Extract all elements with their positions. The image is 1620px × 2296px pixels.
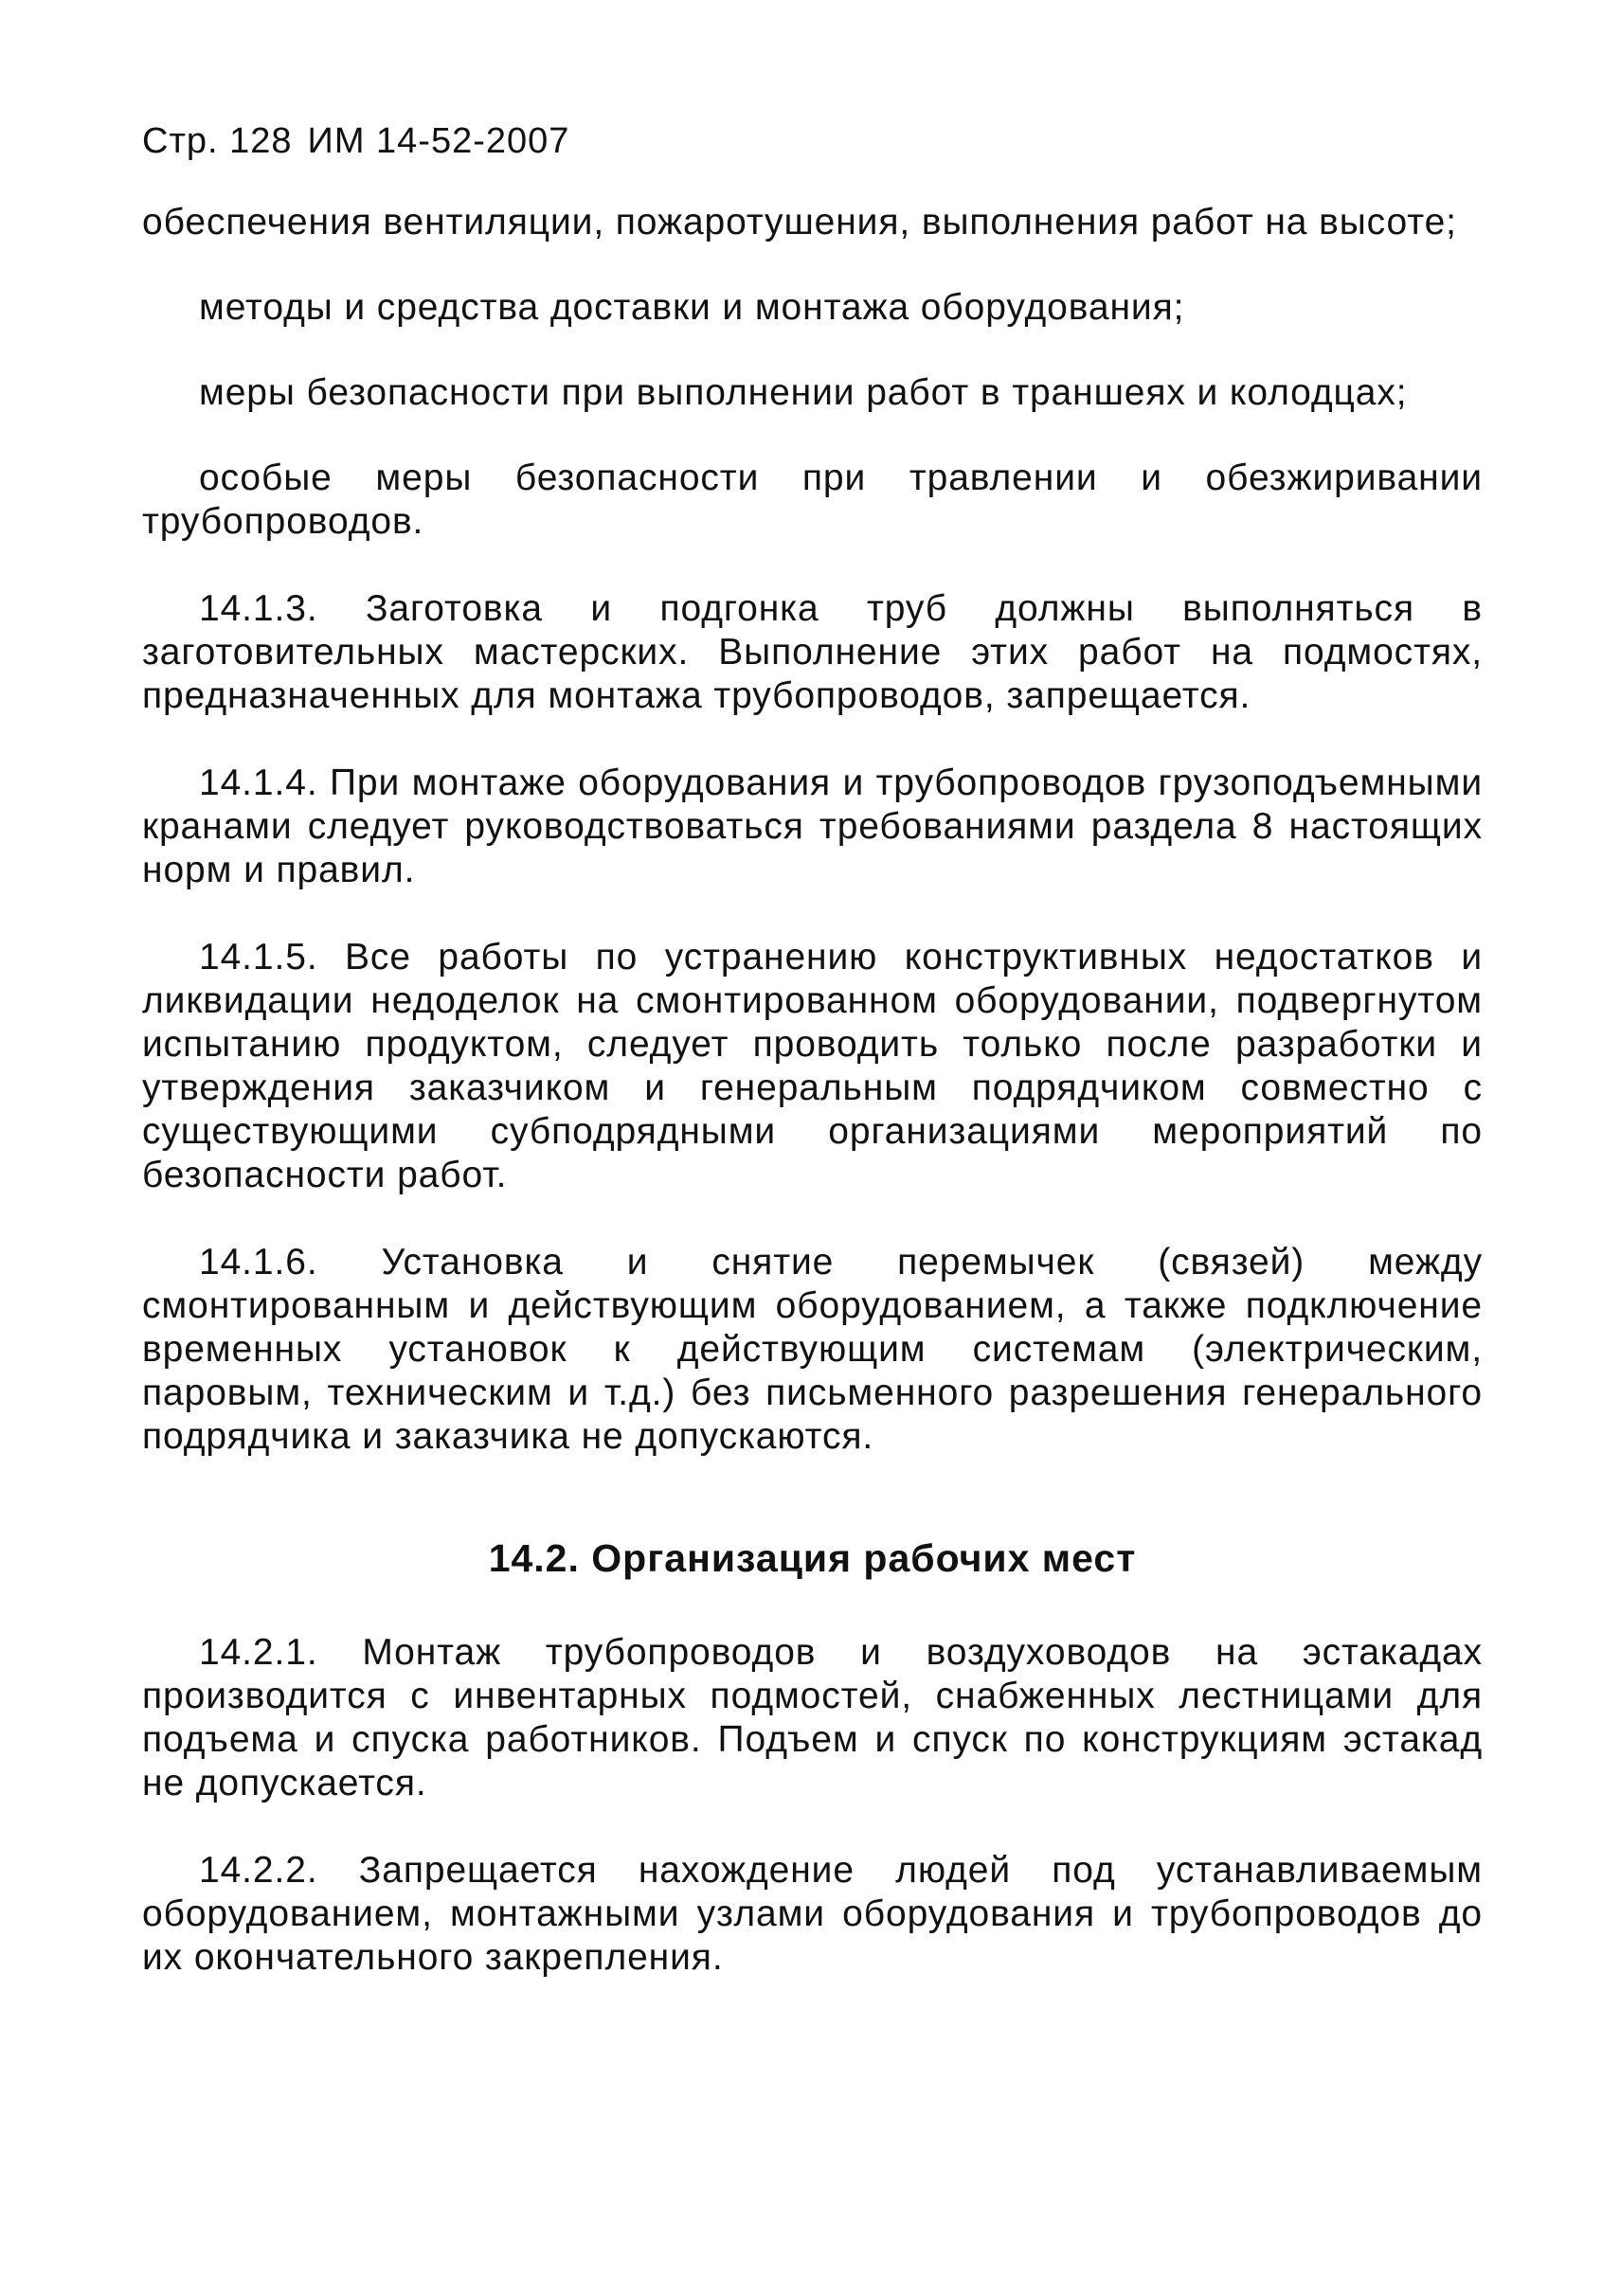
page-number-label: Стр. 128 bbox=[142, 121, 293, 161]
page-header bbox=[142, 121, 569, 162]
paragraph-list-item: методы и средства доставки и монтажа оборудования; bbox=[199, 287, 1185, 328]
paragraph-14-1-4: 14.1.4. При монтаже оборудования и трубопроводов грузоподъемными кранами следует руководствоваться требованиями раздела 8 настоящих норм и правил. bbox=[142, 762, 1483, 890]
paragraph-14-2-1: 14.2.1. Монтаж трубопроводов и воздуховодов на эстакадах производится с инвентарных подмостей, снабженных лестницами для подъема и спуска работников. Подъем и спуск по конструкциям эстакад не допускается. bbox=[142, 1632, 1483, 1803]
section-heading: 14.2. Организация рабочих мест bbox=[488, 1536, 1137, 1580]
paragraph-list-item: меры безопасности при выполнении работ в траншеях и колодцах; bbox=[199, 372, 1408, 413]
paragraph-14-1-6: 14.1.6. Установка и снятие перемычек (связей) между смонтированным и действующим оборудованием, а также подключение временных установок к действующим системам (электрическим, паровым, техническим и т.д.) без письменного разрешения генерального подрядчика и заказчика не допускаются. bbox=[142, 1242, 1483, 1457]
page-content bbox=[142, 201, 1483, 1980]
paragraph-14-2-2: 14.2.2. Запрещается нахождение людей под устанавливаемым оборудованием, монтажными узлами оборудования и трубопроводов до их окончательного закрепления. bbox=[142, 1850, 1483, 1978]
paragraph-list-item: особые меры безопасности при травлении и обезжиривании трубопроводов. bbox=[142, 457, 1483, 542]
paragraph-continuation: обеспечения вентиляции, пожаротушения, выполнения работ на высоте; bbox=[142, 202, 1457, 242]
paragraph-14-1-3: 14.1.3. Заготовка и подгонка труб должны выполняться в заготовительных мастерских. Выполнение этих работ на подмостях, предназначенных для монтажа трубопроводов, запрещается. bbox=[142, 588, 1483, 716]
paragraph-14-1-5: 14.1.5. Все работы по устранению конструктивных недостатков и ликвидации недоделок на смонтированном оборудовании, подвергнутом испытанию продуктом, следует проводить только после разработки и утверждения заказчиком и генеральным подрядчиком совместно с существующими субподрядными организациями мероприятий по безопасности работ. bbox=[142, 937, 1483, 1195]
document-code: ИМ 14-52-2007 bbox=[307, 121, 570, 161]
